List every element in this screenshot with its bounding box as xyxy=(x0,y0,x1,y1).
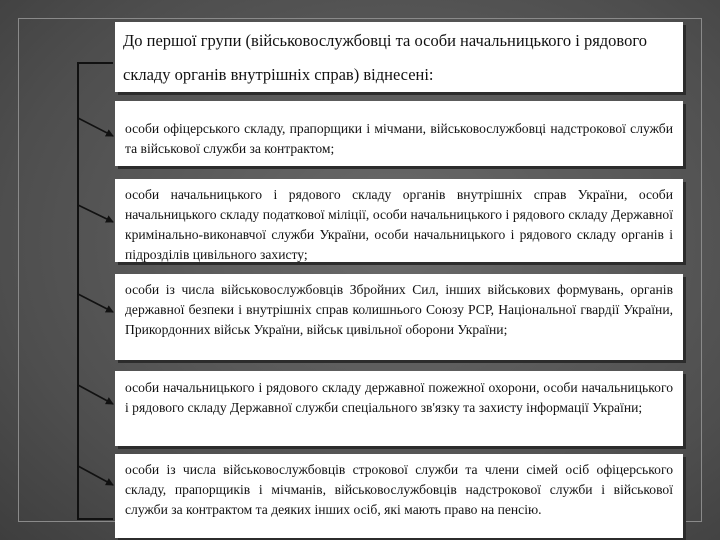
arrow-3 xyxy=(78,294,113,312)
category-box-5 xyxy=(115,454,683,538)
category-text-2: особи начальницького і рядового складу органів внутрішніх справ України, особи начальницького складу податкової міліції, особи начальницького і рядового складу Державної кримінально-виконавчої служби України, особи начальницького і рядового складу органів і підрозділів цивільного захисту; xyxy=(125,187,673,262)
category-text-3: особи із числа військовослужбовців Збройних Сил, інших військових формувань, органів державної безпеки і внутрішніх справ колишнього Союзу РСР, Національної гвардії України, Прикордонних військ України, військ цивільної оборони України; xyxy=(125,282,673,337)
category-text-5: особи із числа військовослужбовців строкової служби та члени сімей осіб офіцерського складу, прапорщиків і мічманів, військовослужбовців надстрокової служби і військової служби за контрактом та деяких інших осіб, які мають право на пенсію. xyxy=(125,462,673,517)
bracket-line xyxy=(78,63,113,519)
arrow-5 xyxy=(78,466,113,485)
category-text-4: особи начальницького і рядового складу державної пожежної охорони, особи начальницького і рядового складу Державної служби спеціального зв'язку та захисту інформації України; xyxy=(125,380,673,415)
category-box-3 xyxy=(115,274,683,360)
category-box-4 xyxy=(115,371,683,446)
title-box xyxy=(115,22,683,92)
title-text: До першої групи (військовослужбовці та особи начальницького і рядового складу органів внутрішніх справ) віднесені: xyxy=(123,31,647,84)
arrow-2 xyxy=(78,205,113,222)
category-text-1: особи офіцерського складу, прапорщики і мічмани, військовослужбовці надстрокової служби та військової служби за контрактом; xyxy=(125,121,673,156)
category-box-1 xyxy=(115,101,683,166)
arrow-4 xyxy=(78,385,113,404)
arrow-1 xyxy=(78,118,113,136)
category-box-2 xyxy=(115,179,683,262)
